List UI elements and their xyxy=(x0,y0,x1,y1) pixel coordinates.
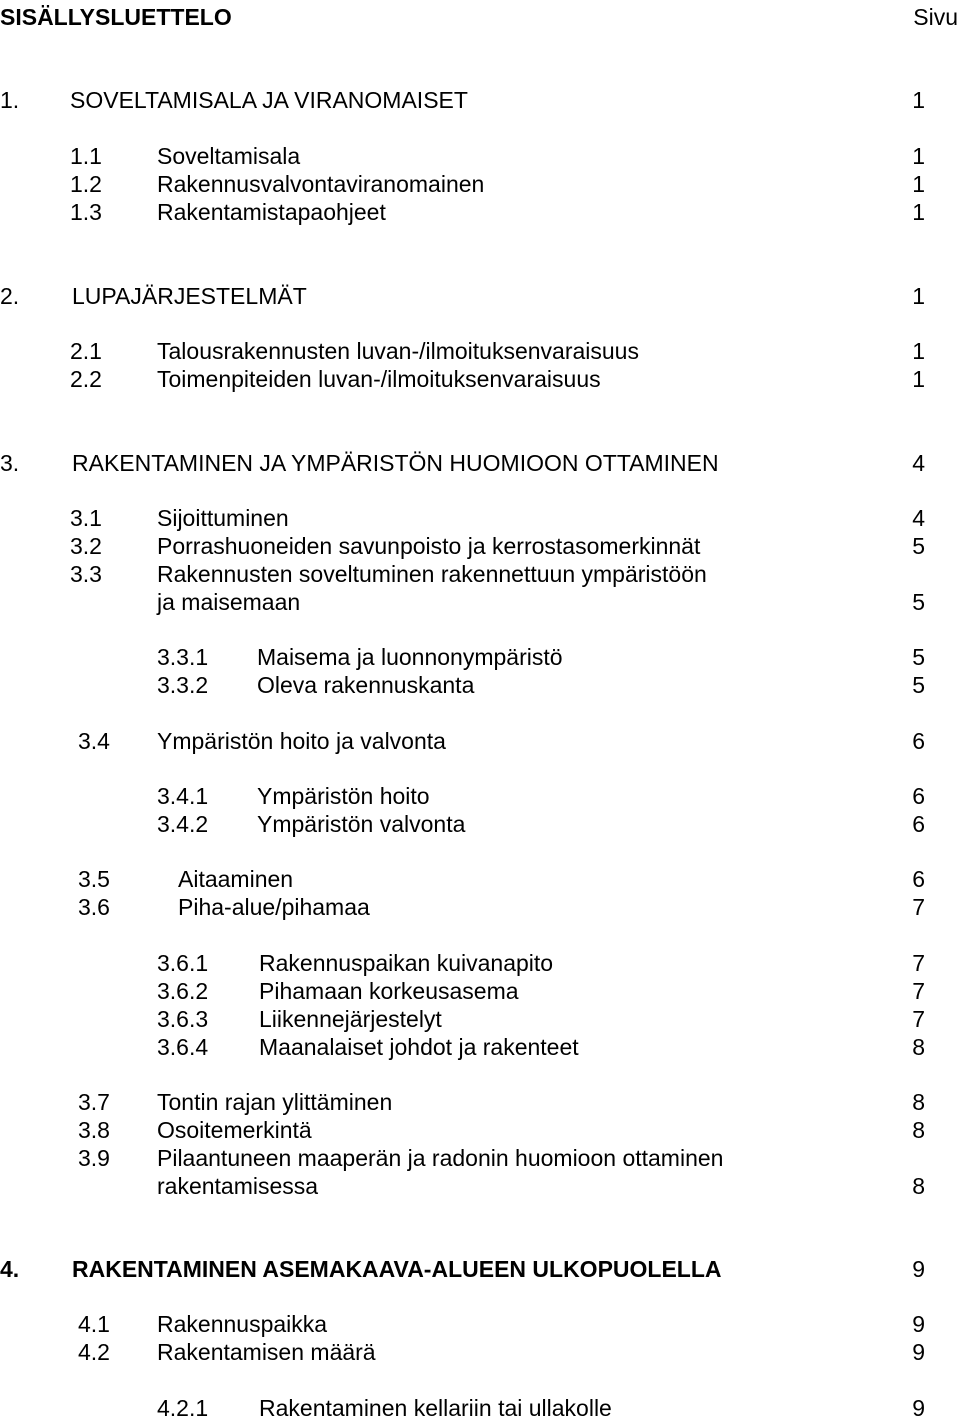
toc-page-number: 8 xyxy=(912,1173,925,1199)
page-column-label: Sivu xyxy=(913,4,958,30)
toc-page-number: 4 xyxy=(912,505,925,531)
toc-section-number: 2. xyxy=(0,283,20,309)
toc-subsubsection-number: 4.2.1 xyxy=(157,1395,209,1421)
toc-subsubsection-title[interactable]: Ympäristön valvonta xyxy=(257,811,466,837)
toc-subsection-number: 3.3 xyxy=(70,561,102,587)
toc-subsubsection-number: 3.6.4 xyxy=(157,1034,209,1060)
toc-section-title[interactable]: SOVELTAMISALA JA VIRANOMAISET xyxy=(70,87,468,113)
toc-page-number: 5 xyxy=(912,533,925,559)
toc-subsection-number: 3.9 xyxy=(78,1145,110,1171)
toc-page-number: 1 xyxy=(912,366,925,392)
toc-page-number: 7 xyxy=(912,1006,925,1032)
toc-heading: SISÄLLYSLUETTELO xyxy=(0,4,232,30)
toc-page-number: 6 xyxy=(912,728,925,754)
toc-subsection-title[interactable]: Porrashuoneiden savunpoisto ja kerrostasomerkinnät xyxy=(157,533,701,559)
toc-subsubsection-title[interactable]: Rakennuspaikan kuivanapito xyxy=(259,950,554,976)
toc-subsubsection-title[interactable]: Liikennejärjestelyt xyxy=(259,1006,442,1032)
toc-page-number: 5 xyxy=(912,589,925,615)
toc-page-number: 7 xyxy=(912,950,925,976)
toc-subsection-title[interactable]: Rakentamisen määrä xyxy=(157,1339,376,1365)
toc-page-number: 1 xyxy=(912,171,925,197)
toc-subsection-number: 1.2 xyxy=(70,171,102,197)
toc-page-number: 9 xyxy=(912,1311,925,1337)
toc-subsection-title[interactable]: Rakennuspaikka xyxy=(157,1311,328,1337)
toc-subsubsection-number: 3.3.2 xyxy=(157,672,209,698)
toc-subsection-number: 2.2 xyxy=(70,366,102,392)
toc-page-number: 1 xyxy=(912,338,925,364)
toc-subsection-title[interactable]: Toimenpiteiden luvan-/ilmoituksenvaraisuus xyxy=(157,366,601,392)
toc-subsection-title[interactable]: Piha-alue/pihamaa xyxy=(178,894,370,920)
toc-page-number: 6 xyxy=(912,811,925,837)
toc-section-number: 1. xyxy=(0,87,20,113)
toc-page-number: 1 xyxy=(912,199,925,225)
toc-subsection-title-continued[interactable]: rakentamisessa xyxy=(157,1173,319,1199)
toc-section-title[interactable]: RAKENTAMINEN ASEMAKAAVA-ALUEEN ULKOPUOLELLA xyxy=(72,1256,722,1282)
toc-page-number: 7 xyxy=(912,894,925,920)
toc-subsection-title[interactable]: Soveltamisala xyxy=(157,143,301,169)
toc-subsection-title[interactable]: Talousrakennusten luvan-/ilmoituksenvaraisuus xyxy=(157,338,639,364)
toc-page-number: 8 xyxy=(912,1034,925,1060)
toc-section-title[interactable]: RAKENTAMINEN JA YMPÄRISTÖN HUOMIOON OTTAMINEN xyxy=(72,450,719,476)
toc-page-number: 1 xyxy=(912,87,925,113)
toc-page-number: 5 xyxy=(912,644,925,670)
toc-subsection-title[interactable]: Pilaantuneen maaperän ja radonin huomioon ottaminen xyxy=(157,1145,724,1171)
toc-page-number: 7 xyxy=(912,978,925,1004)
toc-subsection-number: 4.2 xyxy=(78,1339,110,1365)
toc-subsection-number: 2.1 xyxy=(70,338,102,364)
toc-page-number: 6 xyxy=(912,866,925,892)
toc-subsection-title[interactable]: Tontin rajan ylittäminen xyxy=(157,1089,393,1115)
toc-subsection-number: 3.2 xyxy=(70,533,102,559)
toc-subsection-number: 4.1 xyxy=(78,1311,110,1337)
toc-page-number: 9 xyxy=(912,1256,925,1282)
toc-subsection-number: 3.4 xyxy=(78,728,110,754)
toc-subsection-number: 3.6 xyxy=(78,894,110,920)
toc-page-number: 8 xyxy=(912,1089,925,1115)
toc-page-number: 9 xyxy=(912,1339,925,1365)
toc-subsubsection-number: 3.4.2 xyxy=(157,811,209,837)
toc-subsubsection-number: 3.4.1 xyxy=(157,783,209,809)
toc-subsection-number: 3.5 xyxy=(78,866,110,892)
toc-page-number: 9 xyxy=(912,1395,925,1421)
toc-subsubsection-number: 3.6.1 xyxy=(157,950,209,976)
toc-section-number: 4. xyxy=(0,1256,20,1282)
toc-subsection-title[interactable]: Rakennusvalvontaviranomainen xyxy=(157,171,485,197)
toc-subsubsection-title[interactable]: Ympäristön hoito xyxy=(257,783,430,809)
toc-subsection-title[interactable]: Rakennusten soveltuminen rakennettuun ympäristöön xyxy=(157,561,707,587)
toc-subsubsection-title[interactable]: Oleva rakennuskanta xyxy=(257,672,475,698)
toc-subsubsection-title[interactable]: Maanalaiset johdot ja rakenteet xyxy=(259,1034,579,1060)
toc-subsubsection-title[interactable]: Pihamaan korkeusasema xyxy=(259,978,519,1004)
toc-page-number: 1 xyxy=(912,283,925,309)
toc-page-number: 4 xyxy=(912,450,925,476)
toc-subsection-title[interactable]: Osoitemerkintä xyxy=(157,1117,312,1143)
toc-subsection-number: 3.7 xyxy=(78,1089,110,1115)
toc-subsubsection-title[interactable]: Maisema ja luonnonympäristö xyxy=(257,644,563,670)
toc-section-number: 3. xyxy=(0,450,20,476)
toc-subsection-number: 1.3 xyxy=(70,199,102,225)
toc-subsection-title[interactable]: Aitaaminen xyxy=(178,866,294,892)
toc-section-title[interactable]: LUPAJÄRJESTELMÄT xyxy=(72,283,307,309)
toc-page-number: 8 xyxy=(912,1117,925,1143)
toc-page-number: 1 xyxy=(912,143,925,169)
toc-subsection-title-continued[interactable]: ja maisemaan xyxy=(157,589,301,615)
toc-subsubsection-number: 3.6.2 xyxy=(157,978,209,1004)
toc-subsubsection-number: 3.6.3 xyxy=(157,1006,209,1032)
toc-subsection-title[interactable]: Rakentamistapaohjeet xyxy=(157,199,386,225)
toc-subsection-number: 3.1 xyxy=(70,505,102,531)
toc-page-number: 6 xyxy=(912,783,925,809)
toc-subsection-title[interactable]: Ympäristön hoito ja valvonta xyxy=(157,728,446,754)
toc-subsubsection-title[interactable]: Rakentaminen kellariin tai ullakolle xyxy=(259,1395,612,1421)
toc-subsection-title[interactable]: Sijoittuminen xyxy=(157,505,289,531)
toc-subsection-number: 3.8 xyxy=(78,1117,110,1143)
toc-subsection-number: 1.1 xyxy=(70,143,102,169)
toc-page-number: 5 xyxy=(912,672,925,698)
toc-subsubsection-number: 3.3.1 xyxy=(157,644,209,670)
